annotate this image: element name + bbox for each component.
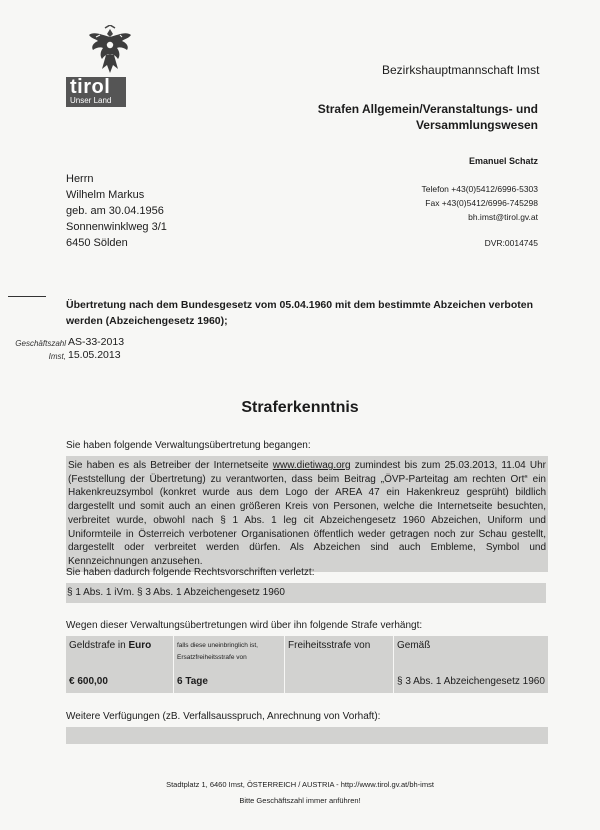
offence-text-start: Sie haben es als Betreiber der Internetseite	[68, 460, 273, 471]
recipient-street: Sonnenwinklweg 3/1	[66, 221, 167, 233]
recipient-birthdate: geb. am 30.04.1956	[66, 205, 164, 217]
contact-phone: Telefon +43(0)5412/6996-5303	[421, 184, 538, 194]
penalty-table	[66, 636, 548, 693]
footer-address: Stadtplatz 1, 6460 Imst, ÖSTERREICH / AUSTRIA - http://www.tirol.gv.at/bh-imst	[166, 780, 434, 789]
document-date: 15.05.2013	[68, 349, 121, 361]
recipient-name: Wilhelm Markus	[66, 189, 145, 201]
subject-line: Übertretung nach dem Bundesgesetz vom 05.04.1960 mit dem bestimmte Abzeichen verboten werden (Abzeichengesetz 1960);	[66, 299, 533, 327]
penalty-label: Wegen dieser Verwaltungsübertretungen wird über ihn folgende Strafe verhängt:	[66, 620, 423, 631]
contact-name: Emanuel Schatz	[468, 156, 538, 166]
further-orders-label: Weitere Verfügungen (zB. Verfallsausspruch, Anrechnung von Vorhaft):	[66, 711, 381, 722]
recipient-salutation: Herrn	[66, 173, 94, 185]
contact-fax: Fax +43(0)5412/6996-745298	[425, 198, 538, 208]
website-link[interactable]: www.dietiwag.org	[272, 460, 351, 471]
alternative-value: 6 Tage	[177, 676, 208, 687]
department-line-2: Versammlungswesen	[415, 118, 538, 132]
case-number: AS-33-2013	[68, 336, 125, 348]
alternative-header-line-1: falls diese uneinbringlich ist,	[177, 642, 258, 649]
alternative-column	[174, 636, 285, 693]
place-label: Imst,	[48, 352, 66, 361]
dvr-number: DVR:0014745	[484, 238, 538, 248]
logo-word: tirol	[70, 76, 111, 98]
fine-value: € 600,00	[69, 676, 108, 687]
offence-text	[66, 456, 548, 572]
document-title: Straferkenntnis	[241, 399, 359, 416]
logo-tagline: Unser Land	[70, 96, 112, 105]
basis-header: Gemäß	[397, 640, 431, 651]
footer-note: Bitte Geschäftszahl immer anführen!	[239, 796, 361, 805]
recipient-city: 6450 Sölden	[66, 237, 128, 249]
department-name	[312, 101, 538, 133]
contact-email[interactable]: bh.imst@tirol.gv.at	[468, 212, 538, 222]
law-label: Sie haben dadurch folgende Rechtsvorschriften verletzt:	[66, 567, 315, 578]
fine-header-unit: Euro	[128, 640, 152, 651]
offence-label: Sie haben folgende Verwaltungsübertretung begangen:	[66, 440, 311, 451]
further-orders-field	[66, 727, 548, 744]
law-value: § 1 Abs. 1 iVm. § 3 Abs. 1 Abzeichengesetz 1960	[67, 587, 285, 598]
footer	[0, 777, 600, 809]
offence-text-rest: zumindest bis zum 25.03.2013, 11.04 Uhr (Feststellung der Übertretung) zu verantworten, dass beim Beitrag „ÖVP-Parteitag am rechten Ort“ ein Hakenkreuzsymbol (konkret wurde aus dem Logo der AREA 47 ein Hakenkreuz gesprüht) bildlich dargestellt und somit auch an einen größeren Kreis von Personen, welche die Internetseite besuchten, verbreitet wurde, obwohl nach § 1 Abs. 1 leg cit Abzeichengesetz 1960 Abzeichen, Uniform und Uniformteile in Österreich verbotener Organisationen öffentlich weder getragen noch zur Schau gestellt, dargestellt oder verbreitet werden dürfen. Als Abzeichen sind auch Embleme, Symbol und Kennzeichnungen anzusehen.	[68, 460, 546, 567]
case-number-label: Geschäftszahl	[15, 339, 66, 348]
alternative-header	[177, 640, 258, 664]
basis-column	[394, 636, 548, 693]
fine-header-prefix: Geldstrafe in	[69, 640, 129, 651]
fine-header	[69, 640, 151, 651]
eagle-crest-icon	[88, 25, 132, 77]
basis-value: § 3 Abs. 1 Abzeichengesetz 1960	[397, 676, 545, 687]
department-line-1: Strafen Allgemein/Veranstaltungs- und	[317, 102, 538, 116]
contact-details	[380, 182, 538, 224]
recipient-address	[66, 171, 167, 251]
prison-column	[285, 636, 394, 693]
tirol-wordmark	[66, 77, 126, 107]
fold-mark	[8, 296, 46, 297]
tirol-logo	[66, 25, 154, 107]
law-field	[66, 583, 546, 603]
fine-column	[66, 636, 174, 693]
authority-name: Bezirkshauptmannschaft Imst	[382, 63, 540, 77]
prison-header: Freiheitsstrafe von	[288, 640, 371, 651]
alternative-header-line-2: Ersatzfreiheitsstrafe von	[177, 654, 247, 661]
